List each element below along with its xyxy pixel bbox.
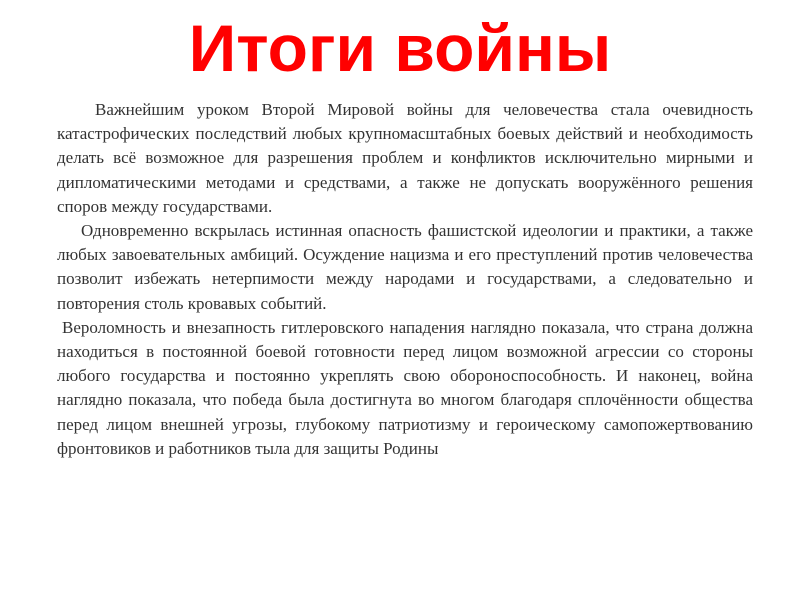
slide-body xyxy=(57,98,753,461)
slide-title: Итоги войны xyxy=(188,11,612,85)
paragraph-defense-readiness: Вероломность и внезапность гитлеровского нападения наглядно показала, что страна должна находиться в постоянной боевой готовности перед лицом возможной агрессии со стороны любого государства и постоянно укреплять свою обороноспособность. И наконец, война наглядно показала, что победа была достигнута во многом благодаря сплочённости общества перед лицом внешней угрозы, глубокому патриотизму и героическому самопожертвованию фронтовиков и работников тыла для защиты Родины xyxy=(57,317,753,458)
paragraph-lesson: Важнейшим уроком Второй Мировой войны для человечества стала очевидность катастрофических последствий любых крупномасштабных боевых действий и необходимость делать всё возможное для разрешения проблем и конфликтов исключительно мирными и дипломатическими методами и средствами, а также не допускать вооружённого решения споров между государствами. xyxy=(57,100,753,216)
paragraph-fascism-danger: Одновременно вскрылась истинная опасность фашистской идеологии и практики, а также любых завоевательных амбиций. Осуждение нацизма и его преступлений против человечества позволит избежать нетерпимости между народами и государствами, а следовательно и повторения столь кровавых событий. xyxy=(57,221,753,313)
